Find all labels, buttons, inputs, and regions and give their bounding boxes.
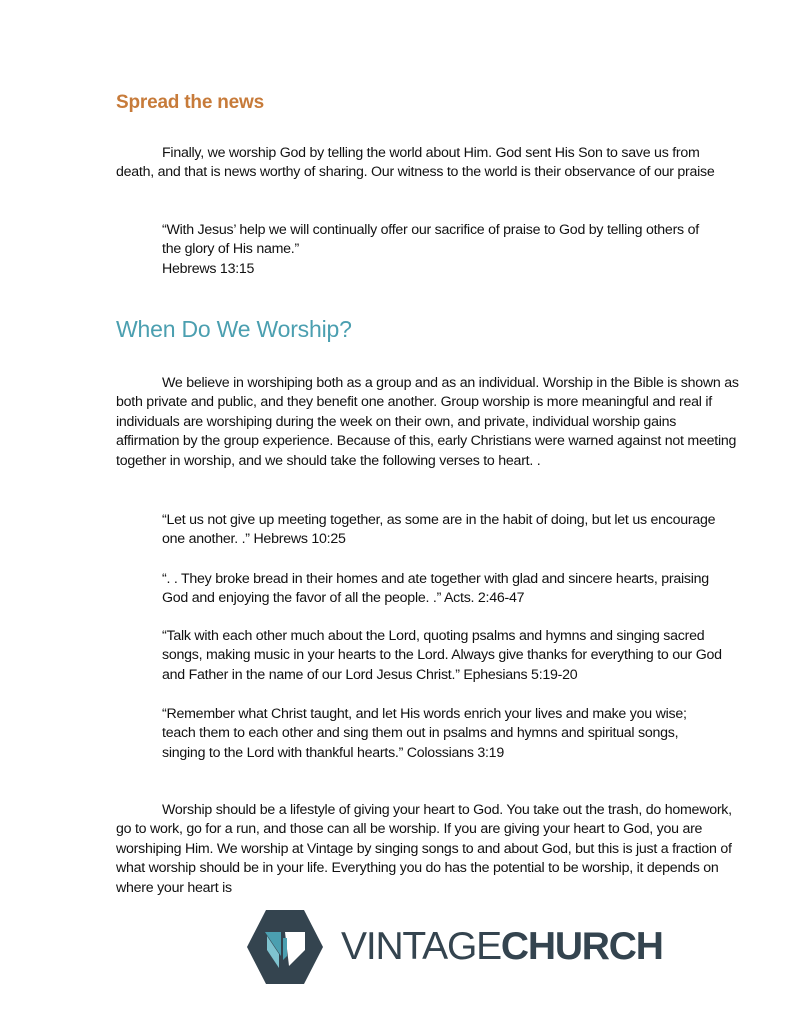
closing-paragraph: Worship should be a lifestyle of giving your heart to God. You take out the trash, do homework, go to work, go for a run, and those can all be worship. If you are giving your heart to God, you are worshiping Him. We worship at Vintage by singing songs to and about God, but this is just a fraction of what worship should be in your life. Everything you do has the potential to be worship, it depends on where your heart is xyxy=(116,802,732,896)
when-paragraph: We believe in worshiping both as a group and as an individual. Worship in the Bible is shown as both private and public, and they benefit one another. Group worship is more meaningful and real if individuals are worshiping during the week on their own, and private, individual worship gains affirmation by the group experience. Because of this, early Christians were warned against not meeting together in worship, and we should take the following verses to heart. . xyxy=(116,375,739,469)
quote-colossians-3-19: “Remember what Christ taught, and let His words enrich your lives and make you wise; teach them to each other and sing them out in psalms and hymns and spiritual songs, singing to the Lord with thankful hearts.” Colossians 3:19 xyxy=(162,706,687,761)
quote-acts-2-46: “. . They broke bread in their homes and ate together with glad and sincere hearts, praising God and enjoying the favor of all the people. .” Acts. 2:46-47 xyxy=(162,571,709,607)
hebrews-13-15-quote xyxy=(162,221,702,279)
vintage-church-wordmark xyxy=(341,924,663,970)
logo-text-vintage: VINTAGE xyxy=(341,925,501,968)
hebrews-quote-text: “With Jesus’ help we will continually offer our sacrifice of praise to God by telling others of the glory of His name.” xyxy=(162,222,699,258)
quote-hebrews-10-25: “Let us not give up meeting together, as some are in the habit of doing, but let us encourage one another. .” Hebrews 10:25 xyxy=(162,512,716,548)
vintage-church-logo xyxy=(247,910,663,984)
quote-ephesians-5-19: “Talk with each other much about the Lord, quoting psalms and hymns and singing sacred songs, making music in your hearts to the Lord. Always give thanks for everything to our God and Father in the name of our Lord Jesus Christ.” Ephesians 5:19-20 xyxy=(162,628,722,683)
vintage-church-logo-mark-icon xyxy=(247,910,323,984)
spread-paragraph: Finally, we worship God by telling the world about Him. God sent His Son to save us from death, and that is news worthy of sharing. Our witness to the world is their observance of our praise xyxy=(116,145,715,181)
when-do-we-worship-heading: When Do We Worship? xyxy=(116,316,352,342)
logo-text-church: CHURCH xyxy=(500,925,663,968)
spread-the-news-heading: Spread the news xyxy=(116,92,264,113)
hebrews-quote-reference: Hebrews 13:15 xyxy=(162,260,255,277)
